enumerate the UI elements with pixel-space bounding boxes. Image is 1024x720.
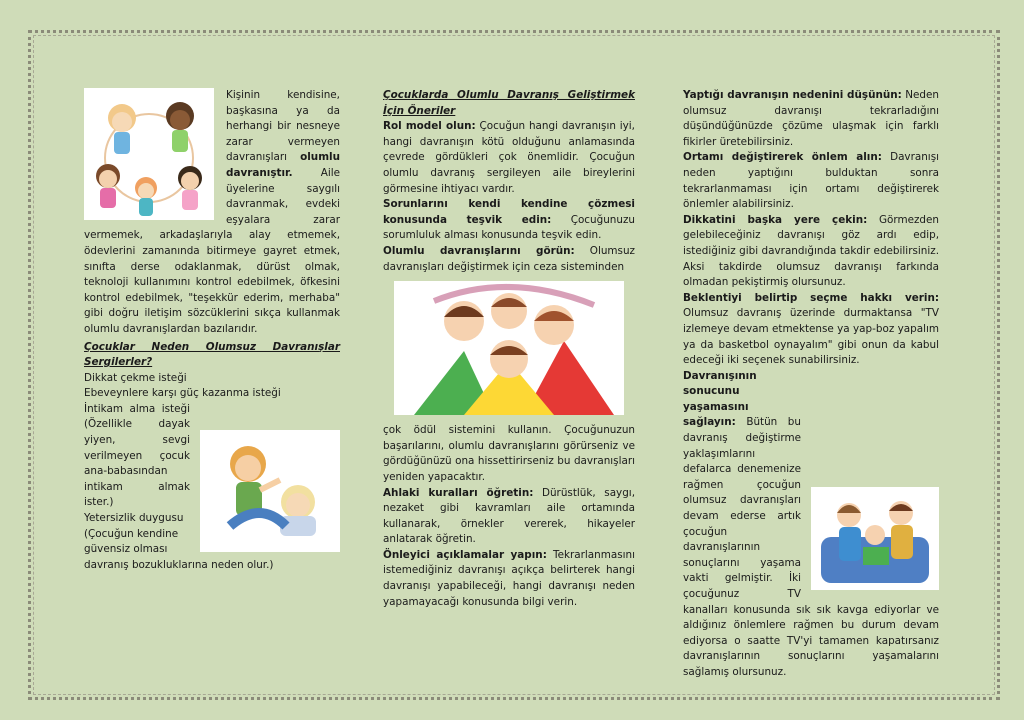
fighting-kids-image bbox=[200, 430, 340, 552]
section-text-cont: çok ödül sistemini kullanın. Çocuğunuzun başarılarını, olumlu davranışlarını görürseniz ve gördüğünüzü ona hissettirirseniz bu davranışları yeniden yapacaktır. bbox=[383, 424, 635, 483]
section-title: Ortamı değiştirerek önlem alın: bbox=[683, 151, 882, 164]
column-left bbox=[84, 88, 340, 573]
family-reading-image bbox=[811, 487, 939, 590]
section-title: Rol model olun: bbox=[383, 120, 476, 133]
section-text: Tekrarlanmasını istemediğiniz davranışı açıkça belirterek hangi davranışı yapabileceği, hangi davranışı neden yapamayacağı konusunda bilgi verin. bbox=[383, 548, 635, 608]
section-text: Olumsuz davranışları değiştirmek için ceza sisteminden bbox=[383, 244, 635, 273]
intro-line: vermeyen bbox=[287, 135, 340, 148]
intro-bold: olumlu davranıştır. bbox=[226, 151, 340, 179]
section-title: Önleyici açıklamalar yapın: bbox=[383, 548, 547, 561]
section-text: Dürüstlük, saygı, nezaket gibi kavramları aile ortamında kullanarak, örnekler vererek, hikayeler anlatarak öğretin. bbox=[383, 486, 635, 546]
section-text: Çocuğunuzu sorumluluk alması konusunda teşvik edin. bbox=[383, 213, 635, 242]
section-text: Bütün bu davranış değiştirme yaklaşımlarını defalarca denemenize rağmen çocuğun olumsuz davranışları devam ederse artık çocuğun davranışlarının sonuçlarını yaşama vakti gelmiştir. İki çocuğunuz TV kanalları konusunda sık sık kavga ediyorlar ve aldığınız önlemlere rağmen bu durum devam ediyorsa o saatte TV'yi tamamen kapatırsanız davranışlarının sonuçlarını yaşamalarını sağlamış olursunuz. bbox=[683, 416, 939, 678]
column-middle bbox=[383, 88, 635, 610]
section-title: Davranışının sonucunu yaşamasını sağlayın: bbox=[683, 369, 757, 429]
intro-line: herhangi bir bbox=[226, 120, 291, 133]
intro-line: davranışları bbox=[226, 151, 288, 164]
section-text: Neden olumsuz davranışı tekrarladığını düşündüğünüzde çözüme ulaşmak için farklı fikirler üretebilirsiniz. bbox=[683, 89, 939, 148]
reason-item: İntikam alma isteği (Özellikle dayak yiyen, sevgi verilmeyen çocuk ana-babasından intikam almak ister.) bbox=[84, 402, 190, 509]
suggestions-heading: Çocuklarda Olumlu Davranış Geliştirmek İçin Öneriler bbox=[383, 89, 635, 117]
intro-line: nesneye zarar bbox=[226, 120, 340, 148]
section-title: Sorunlarını kendi kendine çözmesi konusunda teşvik edin: bbox=[383, 198, 635, 226]
section-title: Ahlaki kuralları öğretin: bbox=[383, 486, 534, 499]
column-right bbox=[683, 88, 939, 681]
children-circle-image bbox=[84, 88, 214, 220]
reason-item: Yetersizlik duygusu (Çocuğun kendine güvensiz olması davranış bozukluklarına neden olur.) bbox=[84, 512, 274, 571]
section-text: Olumsuz davranış üzerinde durmaktansa "TV izlemeye devam etmektense ya yap-boz yapalım ya da basketbol oynayalım" gibi onun da kabul edeceği iki seçenek sunabilirsiniz. bbox=[683, 307, 939, 367]
intro-line: Kişinin kendisine, bbox=[226, 89, 340, 101]
reasons-heading: Çocuklar Neden Olumsuz Davranışlar Sergilerler? bbox=[84, 340, 340, 369]
section-text: Görmezden gelebileceğiniz davranışı göz ardı edip, istediğiniz gibi davrandığında takdir edebilirsiniz. Aksi takdirde olumsuz davranışı farkında olmadan pekiştirmiş olursunuz. bbox=[683, 213, 939, 289]
intro-line: başkasına ya da bbox=[226, 104, 340, 117]
intro-rest-a: Aile üyelerine saygılı davranmak, bbox=[226, 166, 340, 211]
happy-children-image bbox=[394, 281, 624, 415]
section-title: Yaptığı davranışın nedenini düşünün: bbox=[683, 89, 902, 101]
reason-item: Dikkat çekme isteği bbox=[84, 371, 187, 384]
section-text: Çocuğun hangi davranışın iyi, hangi davranışın kötü olduğunu anlamasında çevrede gördükleri çok önemlidir. Çocuğun olumlu davranış sergileyen aile bireylerini görmesine ihtiyacı vardır. bbox=[383, 120, 635, 195]
reason-item: Ebeveynlere karşı güç kazanma isteği bbox=[84, 387, 281, 400]
section-text: Davranışı neden yaptığını bulduktan sonra tekrarlanmaması için ortamı değiştirerek önlemler alabilirsiniz. bbox=[683, 151, 939, 211]
intro-rest-b: evdeki eşyalara zarar vermemek, arkadaşlarıyla alay etmemek, ödevlerini zamanında bitirmeye gayret etmek, sınıfta derse odaklanmak, dürüst olmak, teknoloji kullanımını kontrol edebilmek, öfkesini kontrol edebilmek, "teşekkür ederim, merhaba" gibi doğru iletişim sözcüklerini sıkça kullanmak olumlu davranışlardan bazılarıdır. bbox=[84, 198, 340, 335]
section-title: Olumlu davranışlarını görün: bbox=[383, 244, 575, 257]
section-title: Dikkatini başka yere çekin: bbox=[683, 213, 868, 226]
section-title: Beklentiyi belirtip seçme hakkı verin: bbox=[683, 291, 939, 304]
